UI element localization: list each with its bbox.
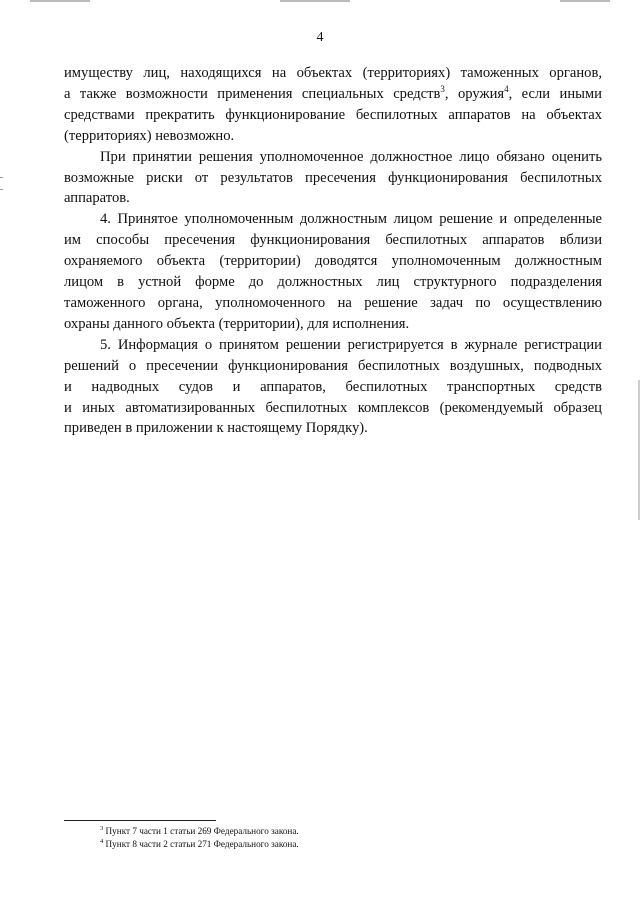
scan-mark: [0, 177, 3, 178]
scan-mark: [0, 189, 3, 190]
footnote-text: Пункт 7 части 1 статьи 269 Федерального закона.: [105, 826, 299, 836]
footnote: [64, 838, 602, 851]
text-line: таможенного органа, уполномоченного на решение задач по осуществлению: [64, 294, 602, 311]
text-line: им способы пресечения функционирования беспилотных аппаратов вблизи: [64, 232, 602, 249]
paragraph-risks: [64, 147, 602, 210]
text-line: 5. Информация о принятом решении регистрируется в журнале регистрации: [100, 336, 602, 353]
text-line: возможные риски от результатов пресечения функционирования беспилотных: [64, 169, 602, 186]
text-line: При принятии решения уполномоченное должностное лицо обязано оценить: [100, 148, 602, 165]
footnote: [64, 825, 602, 838]
text-line: охраняемого объекта (территории) доводятся уполномоченным должностным: [64, 253, 602, 270]
text-line: и иных автоматизированных беспилотных комплексов (рекомендуемый образец: [64, 399, 602, 416]
footnote-separator: [64, 820, 216, 821]
footnote-text: Пункт 8 части 2 статьи 271 Федерального закона.: [105, 839, 299, 849]
scan-top-edge: [0, 0, 640, 3]
footnote-mark: 3: [100, 824, 104, 832]
text-line: лицом в устной форме до должностных лиц структурного подразделения: [64, 274, 602, 291]
page-number: 4: [316, 30, 324, 45]
text-line: приведен в приложении к настоящему Порядку).: [64, 420, 368, 437]
paragraph-continuation: [64, 63, 602, 147]
text-line: 4. Принятое уполномоченным должностным лицом решение и определенные: [100, 211, 602, 228]
text-line: охраны данного объекта (территории), для исполнения.: [64, 315, 410, 332]
document-body: [64, 63, 602, 439]
footnote-ref[interactable]: 3: [440, 84, 445, 95]
paragraph-4: [64, 209, 602, 334]
text-line: а также возможности применения специальных средств$^3$, оружия$^4$, если иными: [64, 84, 602, 102]
text-line: имуществу лиц, находящихся на объектах (территориях) таможенных органов,: [64, 65, 602, 81]
footnote-mark: 4: [100, 837, 104, 845]
text-line: аппаратов.: [64, 190, 130, 207]
paragraph-5: [64, 335, 602, 440]
text-line: средствами прекратить функционирование беспилотных аппаратов на объектах: [64, 106, 602, 123]
text-line: и надводных судов и аппаратов, беспилотных транспортных средств: [64, 378, 602, 395]
footnote-ref[interactable]: 4: [504, 84, 509, 95]
text-line: (территориях) невозможно.: [64, 127, 235, 144]
text-line: решений о пресечении функционирования беспилотных воздушных, подводных: [64, 357, 602, 374]
